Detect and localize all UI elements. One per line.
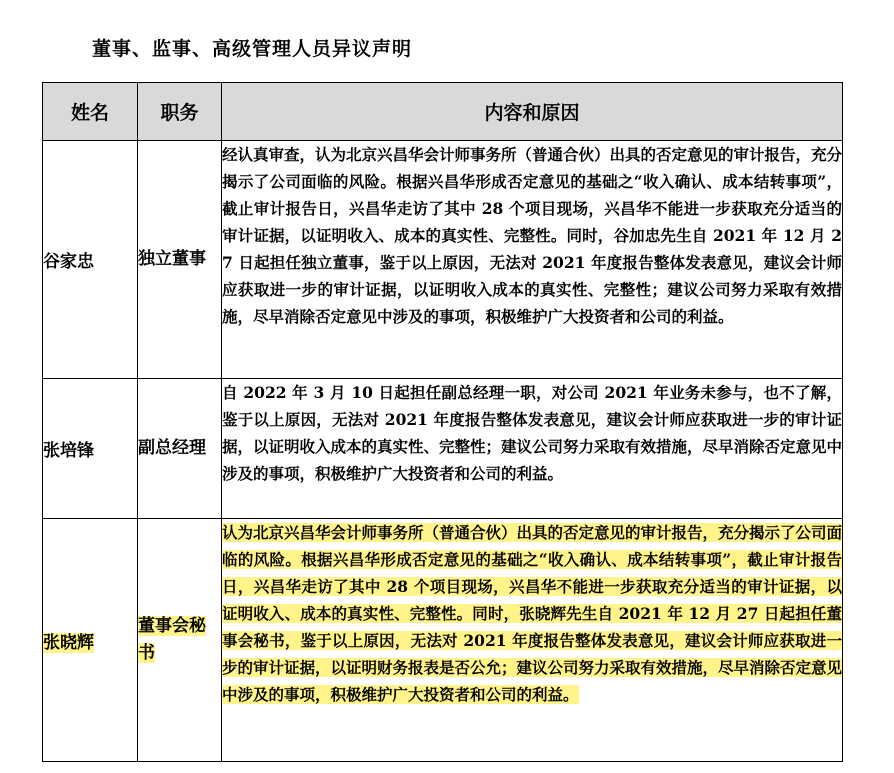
- objection-table: [42, 82, 843, 762]
- table-row: [43, 379, 843, 519]
- row-content: 自 2022 年 3 月 10 日起担任副总经理一职，对公司 2021 年业务未参与，也不了解，鉴于以上原因，无法对 2021 年度报告整体发表意见，建议会计师应获取进一步的审计证据，以证明收入成本的真实性、完整性；建议公司努力采取有效措施，尽早消除否定意见中涉及的事项，积极维护广大投资者和公司的利益。: [222, 379, 843, 519]
- header-name: 姓名: [43, 83, 138, 141]
- row-name: 谷家忠: [43, 141, 138, 379]
- header-position: 职务: [138, 83, 222, 141]
- row-position: 副总经理: [138, 379, 222, 519]
- row-content-highlight: 认为北京兴昌华会计师事务所（普通合伙）出具的否定意见的审计报告，充分揭示了公司面临的风险。根据兴昌华形成否定意见的基础之“收入确认、成本结转事项”，截止审计报告日，兴昌华走访了其中 28 个项目现场，兴昌华不能进一步获取充分适当的审计证据，以证明收入、成本的真实性、完整性。同时，张晓辉先生自 2021 年 12 月 27 日起担任董事会秘书，鉴于以上原因，无法对 2021 年度报告整体发表意见，建议会计师应获取进一步的审计证据，以证明财务报表是否公允；建议公司努力采取有效措施，尽早消除否定意见中涉及的事项，积极维护广大投资者和公司的利益。: [222, 523, 843, 704]
- row-content: [222, 519, 843, 762]
- row-position: 独立董事: [138, 141, 222, 379]
- row-content: 经认真审查，认为北京兴昌华会计师事务所（普通合伙）出具的否定意见的审计报告，充分揭示了公司面临的风险。根据兴昌华形成否定意见的基础之“收入确认、成本结转事项”，截止审计报告日，兴昌华走访了其中 28 个项目现场，兴昌华不能进一步获取充分适当的审计证据，以证明收入、成本的真实性、完整性。同时，谷加忠先生自 2021 年 12 月 27 日起担任独立董事，鉴于以上原因，无法对 2021 年度报告整体发表意见，建议会计师应获取进一步的审计证据，以证明收入成本的真实性、完整性；建议公司努力采取有效措施，尽早消除否定意见中涉及的事项，积极维护广大投资者和公司的利益。: [222, 141, 843, 379]
- row-name: [43, 519, 138, 762]
- row-name-highlight: 张晓辉: [43, 632, 94, 653]
- document-title: 董事、监事、高级管理人员异议声明: [92, 38, 413, 60]
- table-header-row: [43, 83, 843, 141]
- row-position-highlight: 董事会秘书: [138, 616, 206, 663]
- header-content: 内容和原因: [222, 83, 843, 141]
- row-name: 张培锋: [43, 379, 138, 519]
- table-row: [43, 519, 843, 762]
- row-position: [138, 519, 222, 762]
- table-row: [43, 141, 843, 379]
